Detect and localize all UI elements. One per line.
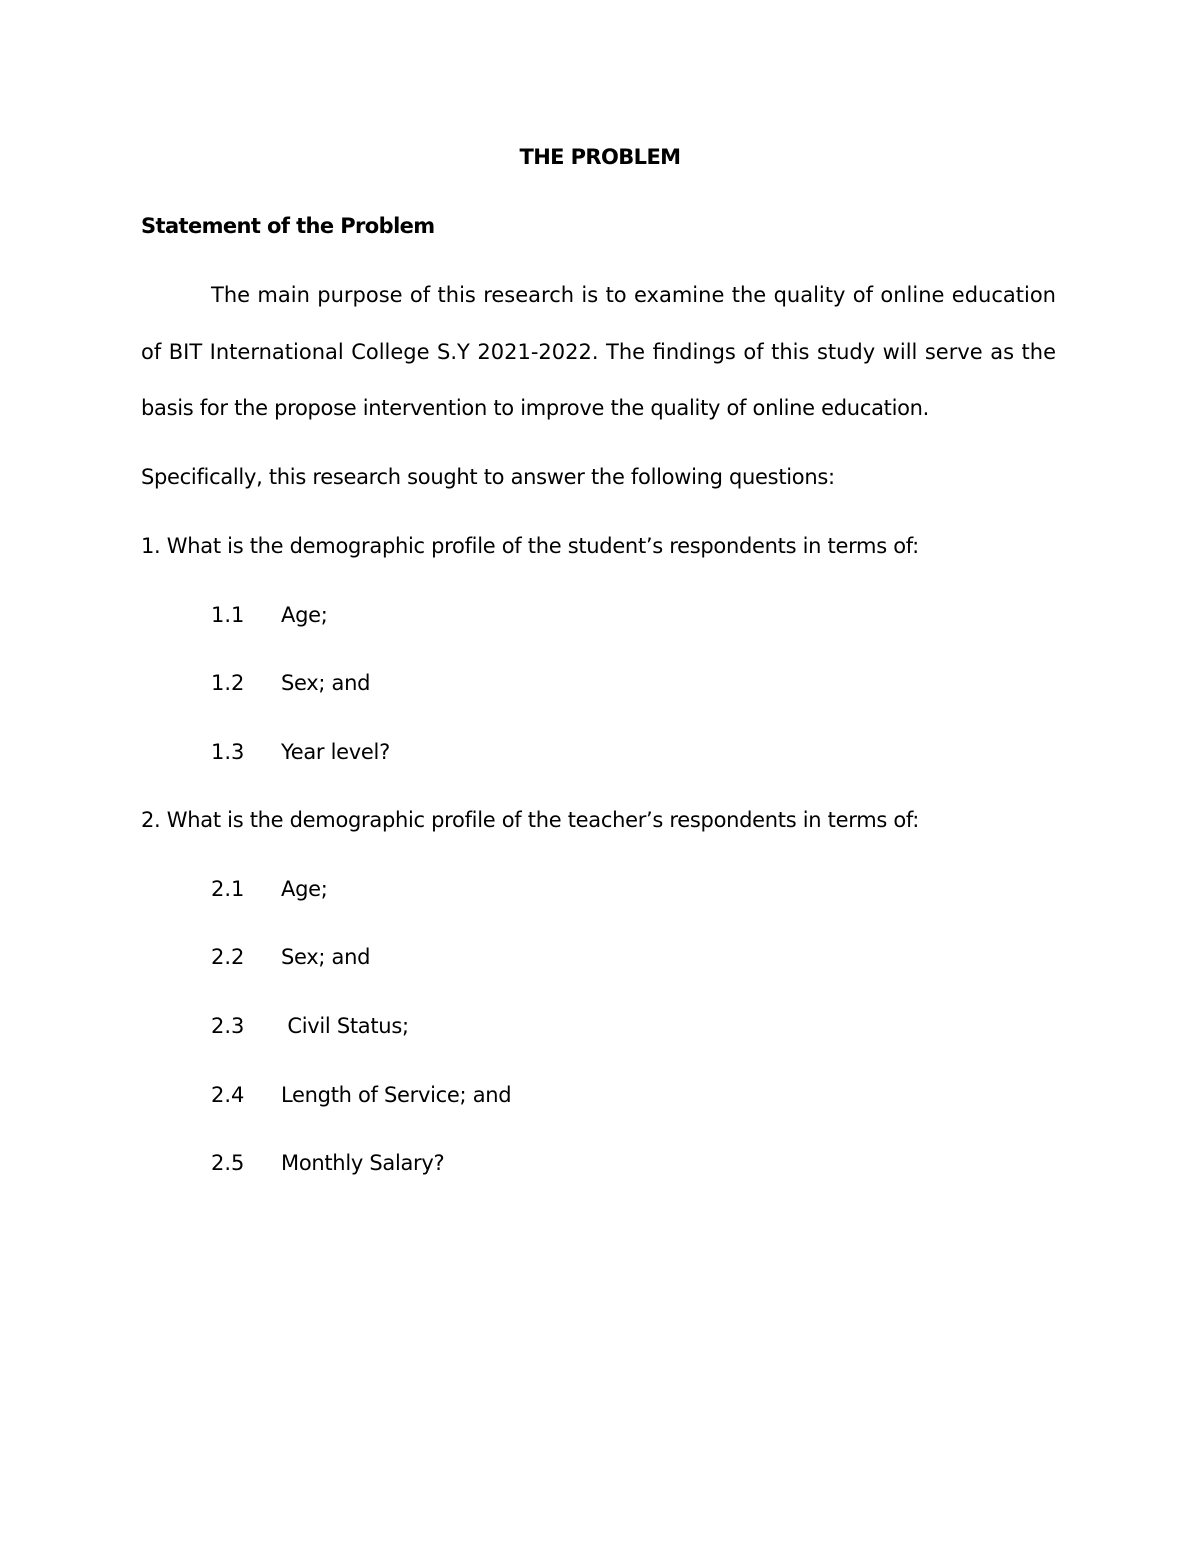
intro-line: Specifically, this research sought to answer the following questions:	[141, 465, 835, 489]
list-item-number: 1.3	[211, 740, 245, 764]
list-item-number: 2.3	[211, 1014, 245, 1038]
paragraph-line-2: of BIT International College S.Y 2021-2022. The findings of this study will serve as the	[141, 340, 1056, 364]
list-item-text: Monthly Salary?	[281, 1151, 445, 1175]
list-item-text: Length of Service; and	[281, 1083, 512, 1107]
list-item-text: Year level?	[281, 740, 390, 764]
list-item-text: Sex; and	[281, 671, 371, 695]
list-item-number: 2.1	[211, 877, 245, 901]
list-item-number: 1.1	[211, 603, 245, 627]
list-item-number: 2.5	[211, 1151, 245, 1175]
list-item-text: Age;	[281, 877, 328, 901]
list-item-text: Age;	[281, 603, 328, 627]
list-item-number: 1.2	[211, 671, 245, 695]
list-item-number: 2.2	[211, 945, 245, 969]
question-2: 2. What is the demographic profile of the teacher’s respondents in terms of:	[141, 808, 920, 832]
question-1: 1. What is the demographic profile of the student’s respondents in terms of:	[141, 534, 919, 558]
list-item-number: 2.4	[211, 1083, 245, 1107]
paragraph-line-3: basis for the propose intervention to improve the quality of online education.	[141, 396, 930, 420]
page-title: THE PROBLEM	[519, 145, 681, 169]
paragraph-line-1: The main purpose of this research is to examine the quality of online education	[211, 283, 1056, 307]
list-item-text: Sex; and	[281, 945, 371, 969]
section-heading: Statement of the Problem	[141, 214, 435, 238]
list-item-text: Civil Status;	[281, 1014, 409, 1038]
